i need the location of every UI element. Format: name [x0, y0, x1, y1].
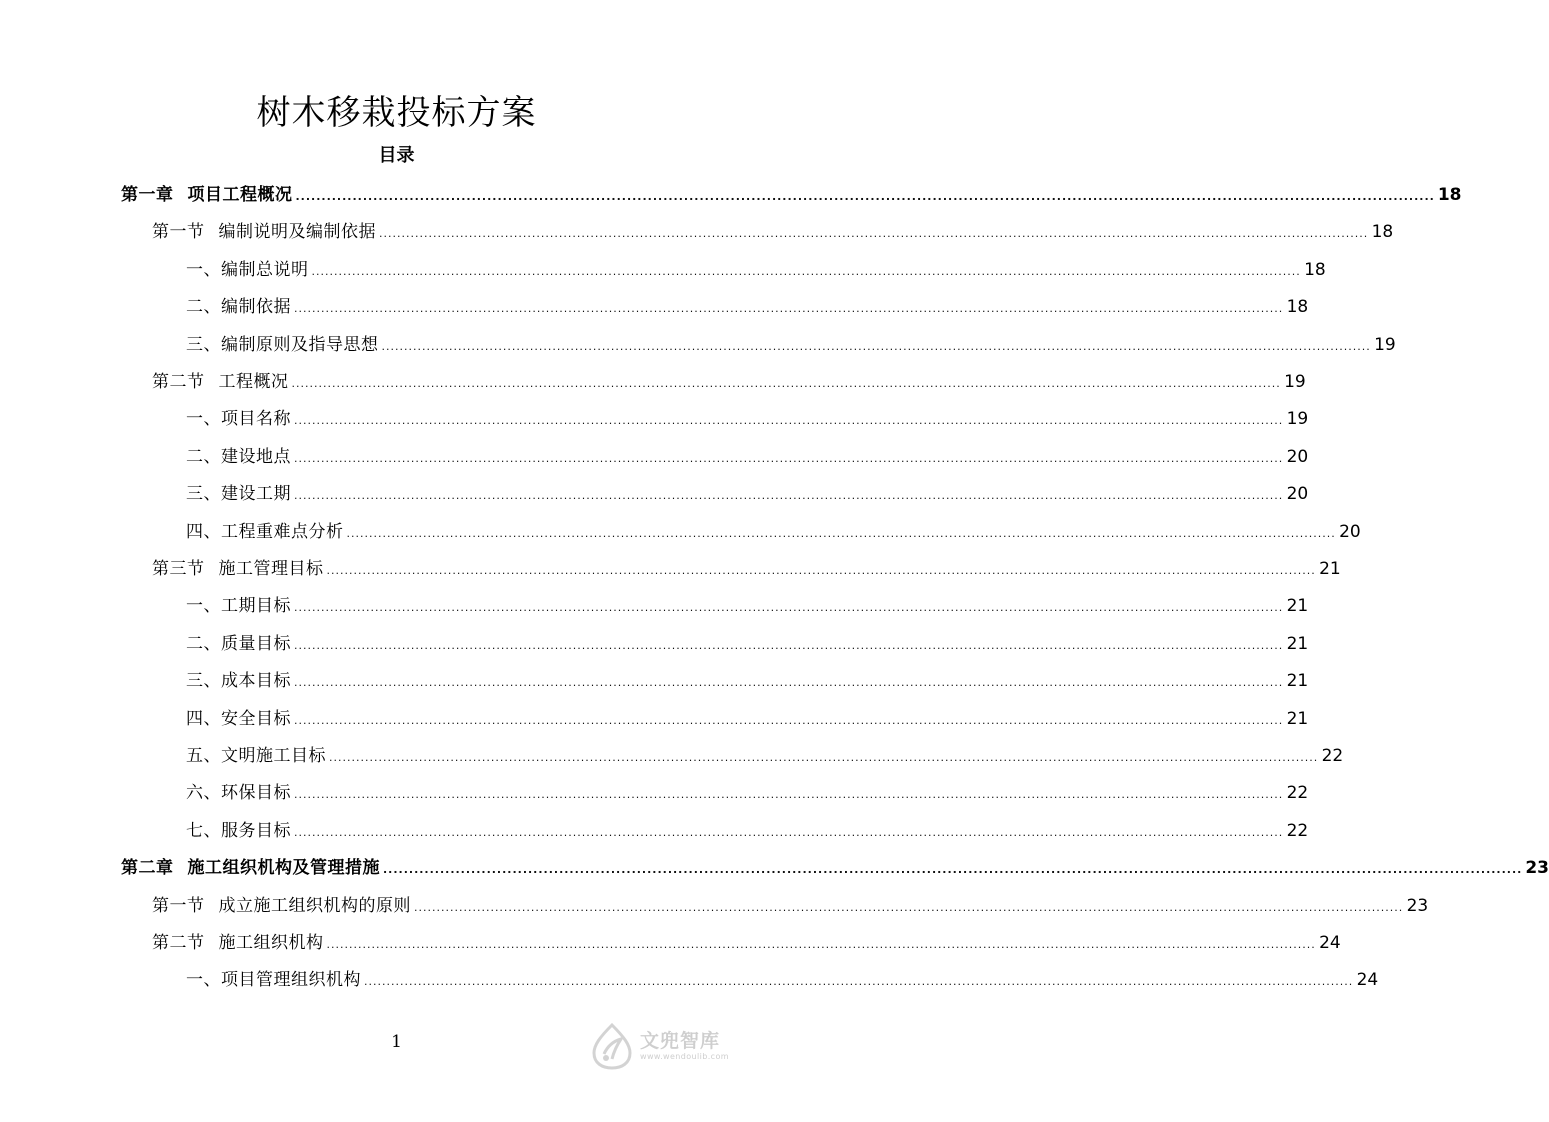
- toc-entry-title: [186, 967, 361, 993]
- toc-section-entry[interactable]: [152, 930, 1341, 958]
- toc-entry-title: [152, 219, 376, 245]
- toc-entry-text: 项目管理组织机构: [221, 970, 361, 990]
- toc-dot-leader: ............................................................................................................................................................................................................................: [364, 975, 1354, 988]
- toc-entry-text: 编制依据: [221, 297, 291, 317]
- toc-entry-page: 19: [1286, 409, 1309, 429]
- toc-entry-number: 第一章: [121, 185, 174, 205]
- toc-entry-text: 施工组织机构: [218, 933, 324, 953]
- toc-entry-number: 六、: [186, 783, 221, 803]
- page-number: 1: [391, 1032, 402, 1052]
- toc-entry-text: 成立施工组织机构的原则: [218, 896, 411, 916]
- toc-entry-title: [186, 743, 326, 769]
- watermark: [590, 1023, 729, 1069]
- toc-entry-number: 三、: [186, 671, 221, 691]
- toc-dot-leader: ............................................................................................................................................................................................................................: [294, 676, 1284, 689]
- toc-entry-number: 第一节: [152, 222, 205, 242]
- toc-entry-text: 编制说明及编制依据: [218, 222, 376, 242]
- toc-section-entry[interactable]: [152, 219, 1394, 247]
- toc-subsection-entry[interactable]: [186, 631, 1309, 659]
- toc-entry-text: 文明施工目标: [221, 746, 326, 766]
- toc-dot-leader: ............................................................................................................................................................................................................................: [329, 751, 1319, 764]
- toc-entry-page: 19: [1284, 372, 1306, 392]
- toc-dot-leader: ............................................................................................................................................................................................................................: [294, 788, 1284, 801]
- toc-dot-leader: ............................................................................................................................................................................................................................: [414, 901, 1404, 914]
- toc-subsection-entry[interactable]: [186, 593, 1309, 621]
- toc-entry-title: [186, 406, 291, 432]
- toc-entry-number: 第一节: [152, 896, 205, 916]
- toc-dot-leader: ............................................................................................................................................................................................................................: [294, 489, 1284, 502]
- toc-section-entry[interactable]: [152, 369, 1306, 397]
- toc-dot-leader: ............................................................................................................................................................................................................................: [379, 227, 1369, 240]
- toc-entry-title: [186, 519, 344, 545]
- toc-entry-page: 22: [1321, 746, 1344, 766]
- toc-chapter-entry[interactable]: [121, 855, 1549, 883]
- toc-dot-leader: ............................................................................................................................................................................................................................: [294, 639, 1284, 652]
- toc-entry-number: 五、: [186, 746, 221, 766]
- toc-entry-page: 22: [1286, 783, 1309, 803]
- toc-dot-leader: ............................................................................................................................................................................................................................: [294, 302, 1284, 315]
- toc-entry-text: 建设地点: [221, 447, 291, 467]
- watermark-url: www.wendoulib.com: [640, 1052, 729, 1061]
- toc-dot-leader: ............................................................................................................................................................................................................................: [294, 601, 1284, 614]
- toc-dot-leader: ............................................................................................................................................................................................................................: [381, 340, 1371, 353]
- toc-entry-page: 18: [1304, 260, 1326, 280]
- toc-entry-title: [152, 893, 411, 919]
- toc-entry-number: 一、: [186, 596, 221, 616]
- toc-entry-number: 第三节: [152, 559, 205, 579]
- toc-subsection-entry[interactable]: [186, 967, 1379, 995]
- toc-entry-title: [186, 818, 291, 844]
- toc-entry-text: 编制总说明: [221, 260, 309, 280]
- toc-entry-number: 一、: [186, 260, 221, 280]
- watermark-name: 文兜智库: [640, 1030, 721, 1052]
- toc-entry-text: 编制原则及指导思想: [221, 335, 379, 355]
- toc-entry-title: [186, 332, 379, 358]
- toc-entry-page: 20: [1286, 447, 1309, 467]
- toc-entry-text: 施工管理目标: [218, 559, 324, 579]
- toc-entry-text: 质量目标: [221, 634, 291, 654]
- toc-entry-number: 一、: [186, 409, 221, 429]
- toc-entry-title: [186, 294, 291, 320]
- toc-entry-title: [186, 706, 291, 732]
- toc-entry-page: 20: [1339, 522, 1361, 542]
- toc-subsection-entry[interactable]: [186, 294, 1309, 322]
- toc-entry-page: 18: [1371, 222, 1394, 242]
- toc-entry-title: [186, 481, 291, 507]
- toc-dot-leader: ............................................................................................................................................................................................................................: [294, 414, 1284, 427]
- toc-subsection-entry[interactable]: [186, 406, 1309, 434]
- toc-section-entry[interactable]: [152, 556, 1341, 584]
- toc-entry-title: [186, 668, 291, 694]
- toc-entry-number: 第二节: [152, 372, 205, 392]
- toc-entry-number: 四、: [186, 709, 221, 729]
- toc-section-entry[interactable]: [152, 893, 1429, 921]
- toc-subsection-entry[interactable]: [186, 257, 1326, 285]
- toc-subsection-entry[interactable]: [186, 444, 1309, 472]
- toc-entry-title: [152, 930, 324, 956]
- toc-entry-number: 三、: [186, 335, 221, 355]
- toc-entry-page: 18: [1286, 297, 1309, 317]
- toc-entry-title: [186, 631, 291, 657]
- toc-entry-page: 22: [1286, 821, 1309, 841]
- toc-dot-leader: ............................................................................................................................................................................................................................: [346, 527, 1336, 540]
- toc-entry-text: 工程重难点分析: [221, 522, 344, 542]
- toc-subsection-entry[interactable]: [186, 332, 1396, 360]
- toc-entry-page: 24: [1319, 933, 1341, 953]
- toc-heading: 目录: [378, 145, 415, 166]
- toc-entry-text: 施工组织机构及管理措施: [187, 858, 380, 878]
- toc-entry-number: 二、: [186, 634, 221, 654]
- toc-entry-title: [121, 855, 380, 881]
- toc-entry-text: 安全目标: [221, 709, 291, 729]
- toc-entry-number: 三、: [186, 484, 221, 504]
- toc-entry-page: 18: [1437, 185, 1462, 205]
- toc-entry-text: 工程概况: [218, 372, 289, 392]
- toc-entry-page: 20: [1286, 484, 1309, 504]
- toc-entry-title: [121, 182, 293, 208]
- toc-entry-title: [186, 257, 309, 283]
- toc-subsection-entry[interactable]: [186, 818, 1309, 846]
- toc-entry-text: 工期目标: [221, 596, 291, 616]
- toc-dot-leader: ............................................................................................................................................................................................................................: [291, 377, 1281, 390]
- toc-dot-leader: ............................................................................................................................................................................................................................: [311, 265, 1301, 278]
- toc-entry-page: 21: [1286, 634, 1309, 654]
- document-title: 树木移栽投标方案: [256, 93, 537, 133]
- toc-entry-title: [186, 593, 291, 619]
- toc-entry-page: 21: [1319, 559, 1341, 579]
- toc-entry-number: 第二节: [152, 933, 205, 953]
- toc-entry-number: 七、: [186, 821, 221, 841]
- toc-entry-page: 19: [1374, 335, 1396, 355]
- toc-entry-page: 24: [1356, 970, 1379, 990]
- toc-entry-text: 建设工期: [221, 484, 291, 504]
- toc-entry-number: 二、: [186, 447, 221, 467]
- toc-entry-page: 21: [1286, 596, 1309, 616]
- toc-subsection-entry[interactable]: [186, 519, 1361, 547]
- toc-dot-leader: ............................................................................................................................................................................................................................: [294, 826, 1284, 839]
- toc-entry-title: [186, 780, 291, 806]
- toc-entry-text: 项目名称: [221, 409, 291, 429]
- toc-dot-leader: ............................................................................................................................................................................................................................: [326, 564, 1316, 577]
- toc-entry-text: 项目工程概况: [187, 185, 293, 205]
- toc-entry-number: 二、: [186, 297, 221, 317]
- toc-entry-page: 23: [1525, 858, 1549, 878]
- toc-dot-leader: ............................................................................................................................................................................................................................: [383, 863, 1523, 876]
- toc-entry-page: 21: [1286, 709, 1309, 729]
- toc-entry-page: 21: [1286, 671, 1309, 691]
- toc-dot-leader: ............................................................................................................................................................................................................................: [294, 452, 1284, 465]
- toc-entry-page: 23: [1406, 896, 1429, 916]
- toc-subsection-entry[interactable]: [186, 780, 1309, 808]
- toc-entry-text: 环保目标: [221, 783, 291, 803]
- toc-subsection-entry[interactable]: [186, 706, 1309, 734]
- toc-entry-number: 第二章: [121, 858, 174, 878]
- toc-entry-title: [186, 444, 291, 470]
- toc-subsection-entry[interactable]: [186, 668, 1309, 696]
- toc-entry-number: 四、: [186, 522, 221, 542]
- toc-chapter-entry[interactable]: [121, 182, 1462, 210]
- toc-entry-title: [152, 369, 289, 395]
- toc-entry-text: 服务目标: [221, 821, 291, 841]
- toc-dot-leader: ............................................................................................................................................................................................................................: [295, 190, 1435, 203]
- toc-subsection-entry[interactable]: [186, 481, 1309, 509]
- toc-entry-text: 成本目标: [221, 671, 291, 691]
- leaf-drop-logo-icon: [590, 1023, 634, 1069]
- toc-dot-leader: ............................................................................................................................................................................................................................: [326, 938, 1316, 951]
- toc-dot-leader: ............................................................................................................................................................................................................................: [294, 714, 1284, 727]
- toc-entry-title: [152, 556, 324, 582]
- toc-entry-number: 一、: [186, 970, 221, 990]
- toc-subsection-entry[interactable]: [186, 743, 1344, 771]
